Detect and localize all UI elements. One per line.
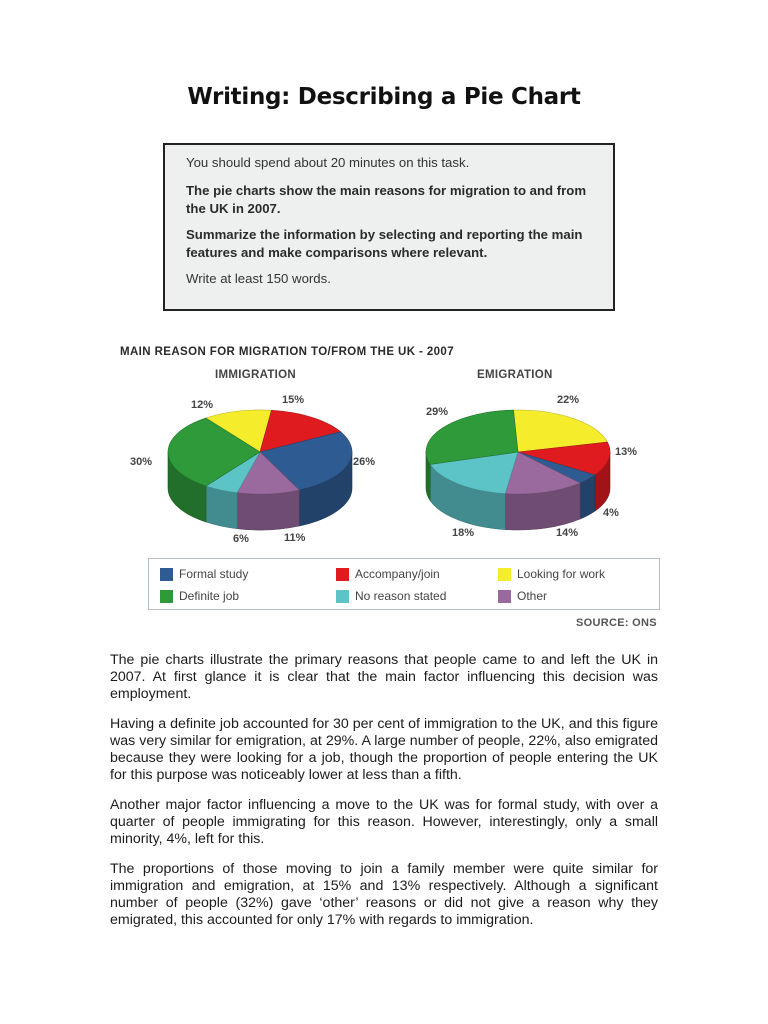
chart-source: SOURCE: ONS — [576, 617, 657, 629]
legend-item-accompany — [336, 567, 440, 581]
legend-item-other — [498, 589, 547, 603]
imm-label-definite-job: 30% — [130, 456, 153, 468]
legend-label: No reason stated — [355, 589, 447, 603]
legend-label: Definite job — [179, 589, 240, 603]
task-box — [163, 143, 615, 311]
legend-item-formal-study — [160, 567, 248, 581]
legend-item-definite-job — [160, 589, 239, 603]
chart-legend — [148, 558, 660, 610]
legend-swatch — [498, 568, 511, 581]
essay-paragraph-2: Having a definite job accounted for 30 per cent of immigration to the UK, and this figure was very similar for emigration, at 29%. A large number of people, 22%, also emigrated because they were looking for a job, though the proportion of people entering the UK for this purpose was noticeably lower at less than a fifth. — [110, 716, 658, 783]
pie-charts-figure — [100, 340, 680, 635]
imm-label-formal-study: 26% — [353, 456, 376, 468]
emi-label-looking-for-work: 22% — [557, 394, 580, 406]
pie-title-immigration: IMMIGRATION — [215, 369, 297, 381]
legend-item-looking-for-work — [498, 567, 605, 581]
emi-label-other: 14% — [556, 527, 579, 539]
legend-swatch — [498, 590, 511, 603]
emi-label-no-reason: 18% — [452, 527, 475, 539]
task-description: The pie charts show the main reasons for migration to and from the UK in 2007. — [186, 183, 587, 216]
imm-label-no-reason: 6% — [233, 533, 249, 545]
legend-label: Other — [517, 589, 548, 603]
essay-body — [110, 652, 658, 942]
emi-label-formal-study: 4% — [603, 507, 619, 519]
essay-paragraph-4: The proportions of those moving to join a family member were quite similar for immigration and emigration, at 15% and 13% respectively. Although a significant number of people (32%) gave ‘other’ reasons or did not give a reason why they emigrated, this accounted for only 17% with regards to immigration. — [110, 861, 658, 928]
pie-charts-svg — [100, 340, 680, 555]
imm-label-looking-for-work: 12% — [191, 399, 214, 411]
legend-swatch — [160, 568, 173, 581]
legend-swatch — [160, 590, 173, 603]
task-instruction: Summarize the information by selecting and reporting the main features and make comparisons where relevant. — [186, 227, 583, 260]
imm-label-other: 11% — [284, 532, 306, 544]
chart-title: MAIN REASON FOR MIGRATION TO/FROM THE UK - 2007 — [120, 346, 454, 358]
emi-label-accompany: 13% — [615, 446, 638, 458]
legend-label: Looking for work — [517, 567, 606, 581]
page-title: Writing: Describing a Pie Chart — [187, 84, 581, 110]
pie-title-emigration: EMIGRATION — [477, 369, 553, 381]
legend-label: Formal study — [179, 567, 249, 581]
task-time-note: You should spend about 20 minutes on this task. — [186, 155, 470, 170]
imm-label-accompany: 15% — [282, 394, 305, 406]
essay-paragraph-1: The pie charts illustrate the primary reasons that people came to and left the UK in 2007. At first glance it is clear that the main factor influencing this decision was employment. — [110, 652, 658, 702]
legend-swatch — [336, 590, 349, 603]
task-word-count: Write at least 150 words. — [186, 271, 331, 286]
emi-label-definite-job: 29% — [426, 406, 449, 418]
pie-side-wall — [237, 490, 299, 530]
legend-label: Accompany/join — [355, 567, 440, 581]
pie-side-wall — [206, 486, 237, 529]
legend-swatch — [336, 568, 349, 581]
legend-item-no-reason — [336, 589, 446, 603]
immigration-pie — [168, 410, 352, 530]
emigration-pie — [426, 410, 610, 530]
essay-paragraph-3: Another major factor influencing a move to the UK was for formal study, with over a quarter of people immigrating for this reason. However, interestingly, only a small minority, 4%, left for this. — [110, 797, 658, 847]
